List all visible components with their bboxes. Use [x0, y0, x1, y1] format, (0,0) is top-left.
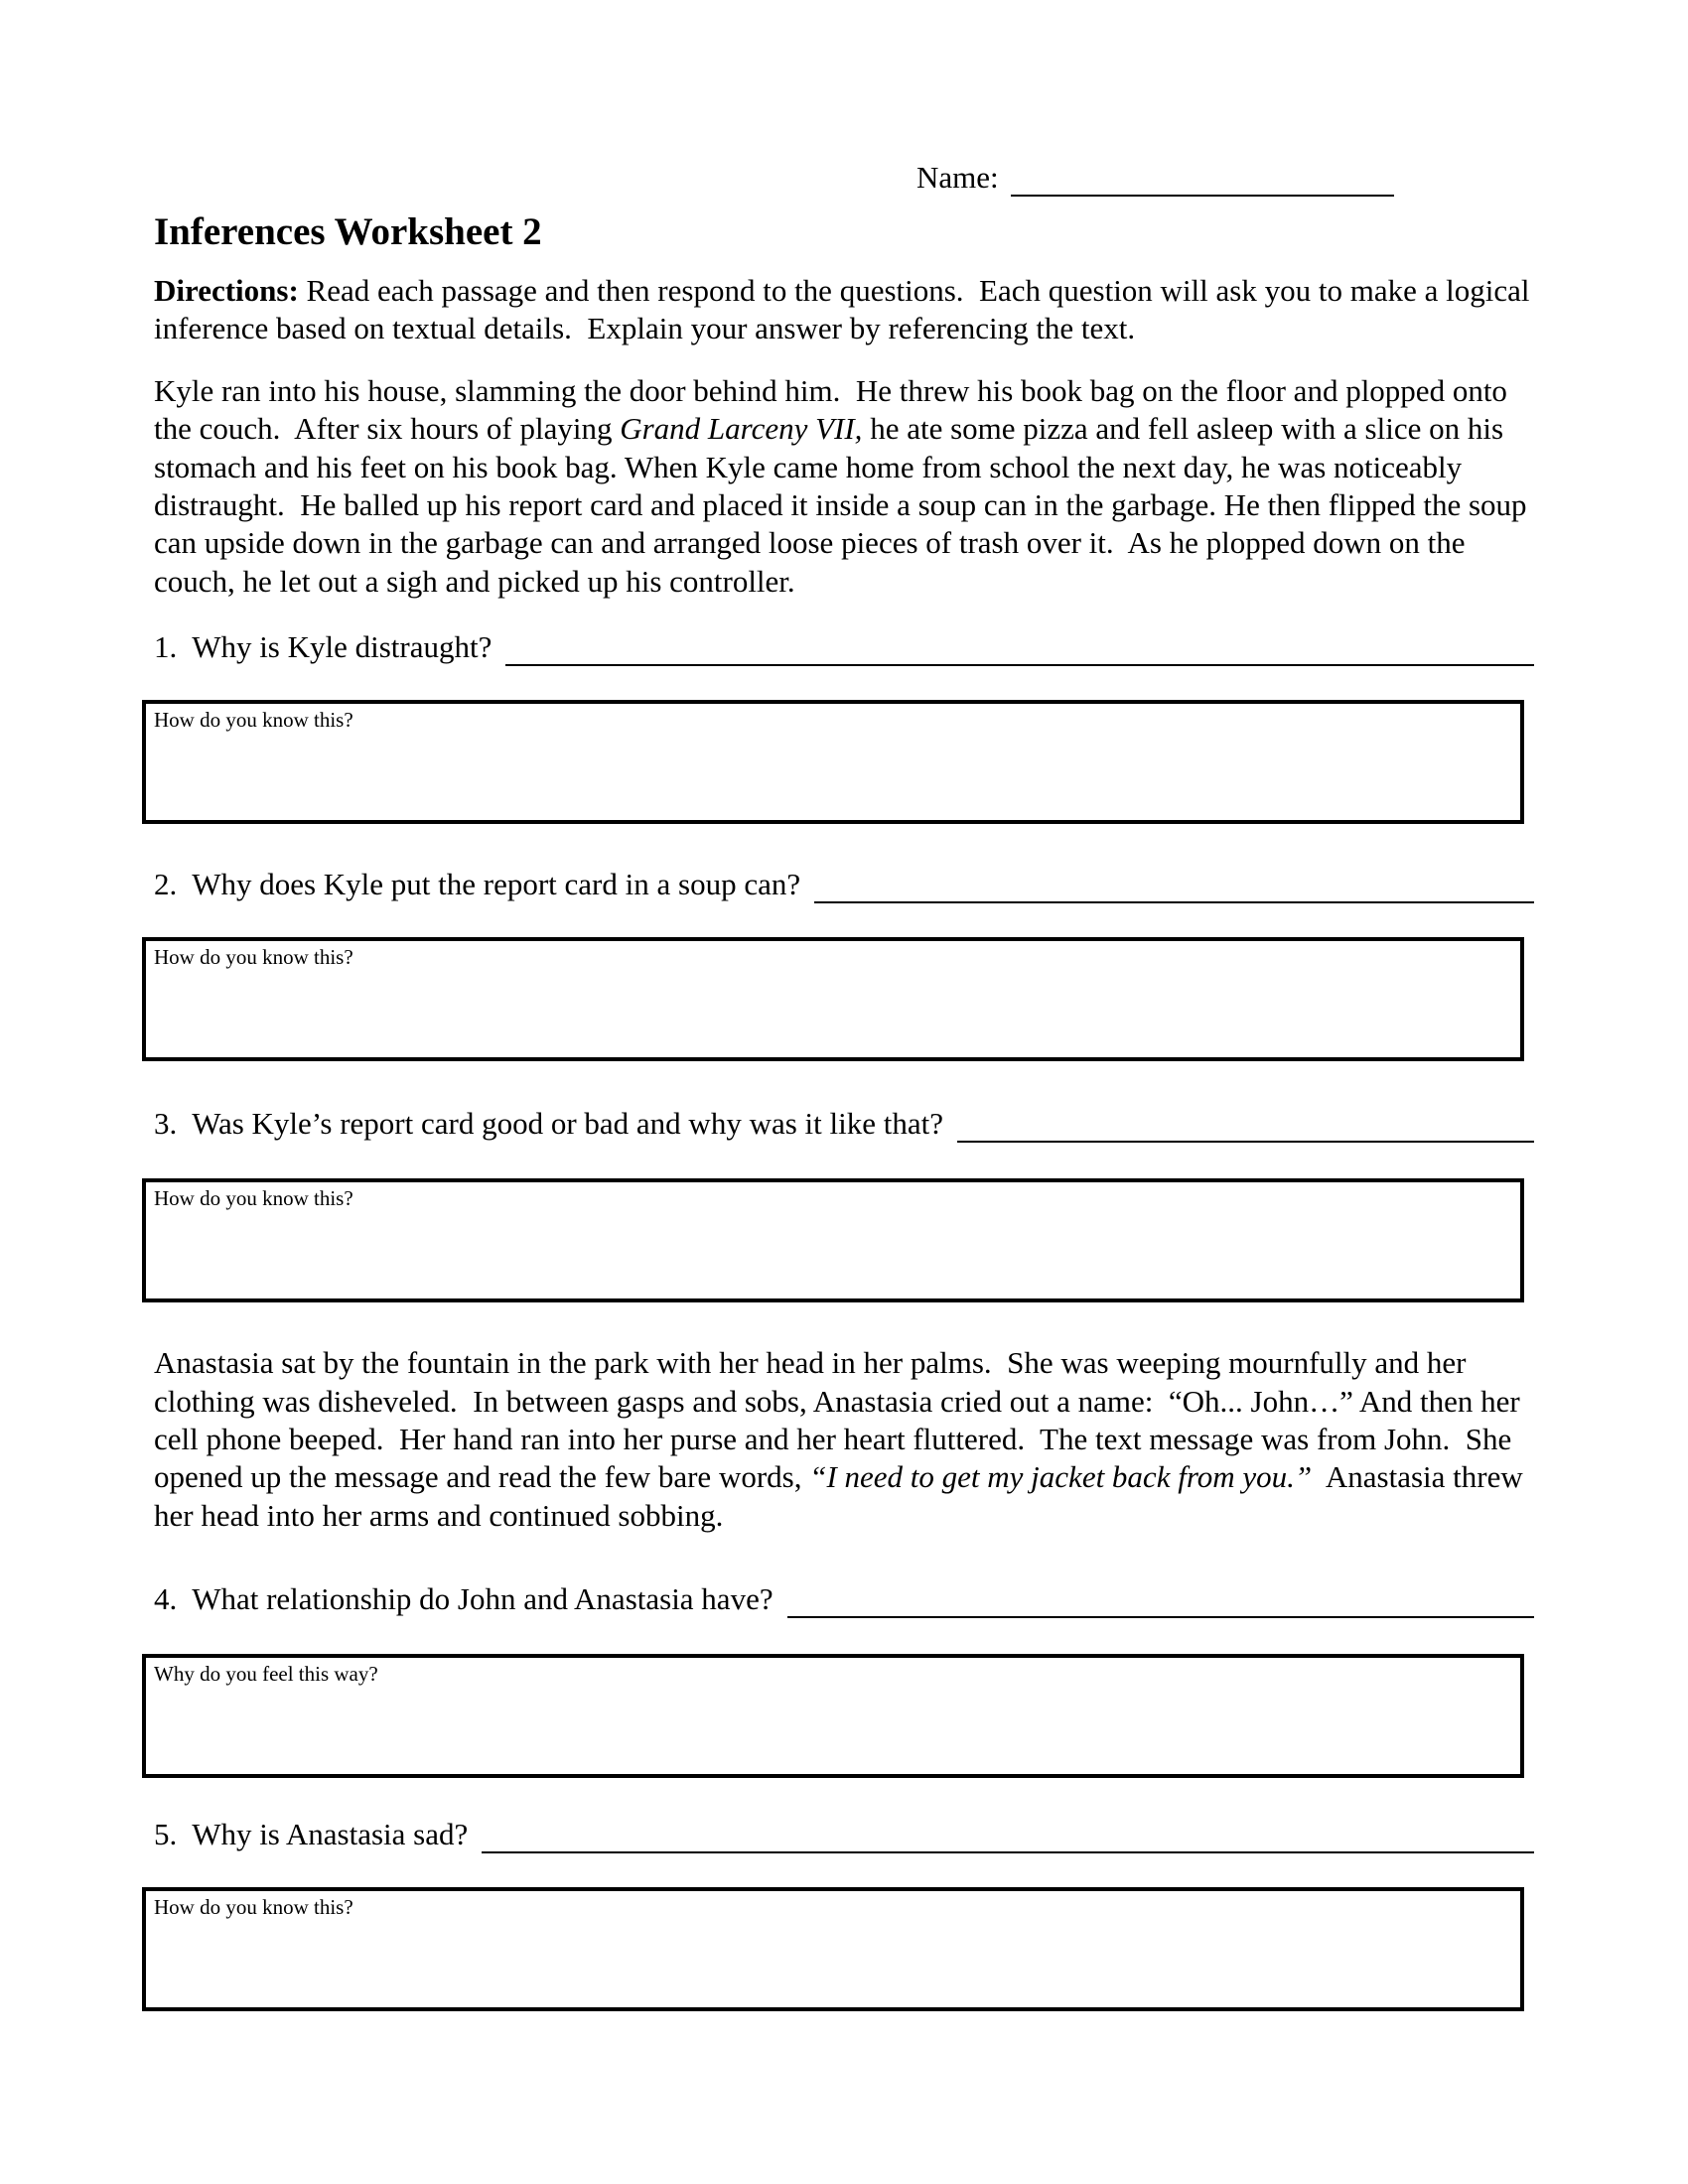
passage-2: [154, 1344, 1534, 1535]
question-3: [154, 1105, 1534, 1143]
question-3-box-label: How do you know this?: [154, 1186, 353, 1211]
question-2-box-label: How do you know this?: [154, 945, 353, 970]
name-row: [916, 155, 1534, 197]
question-4-answer-blank[interactable]: [787, 1580, 1534, 1618]
question-1: [154, 628, 1534, 666]
passage-2-italic-quote: “I need to get my jacket back from you.”: [809, 1459, 1313, 1495]
passage-1-text-start: Kyle ran into his house, slamming the door behind him. He threw his book bag on the floor and plopped onto the couch. After six hours of playing: [154, 372, 1515, 447]
directions-label: Directions:: [154, 273, 299, 308]
question-4-answer-box[interactable]: [142, 1654, 1524, 1778]
name-blank[interactable]: [1011, 159, 1394, 197]
question-5-answer-blank[interactable]: [482, 1816, 1534, 1853]
question-4-text: 4. What relationship do John and Anastasia have?: [154, 1581, 774, 1617]
question-5-text: 5. Why is Anastasia sad?: [154, 1817, 469, 1852]
question-5-box-label: How do you know this?: [154, 1895, 353, 1920]
question-4: [154, 1580, 1534, 1618]
passage-1-italic-title: Grand Larceny VII,: [620, 411, 863, 447]
question-2: [154, 866, 1534, 903]
passage-1: [154, 372, 1534, 601]
passage-2-text-start: Anastasia sat by the fountain in the park with her head in her palms. She was weeping mournfully and her clothing was disheveled. In between gasps and sobs, Anastasia cried out a name: “Oh... John…” And then her cell phone beeped. Her hand ran into her purse and her heart fluttered. The text message was from John. She opened up the message and read the few bare words,: [154, 1345, 1528, 1495]
question-2-text: 2. Why does Kyle put the report card in a soup can?: [154, 867, 801, 902]
question-1-answer-box[interactable]: [142, 700, 1524, 824]
question-2-answer-box[interactable]: [142, 937, 1524, 1061]
question-3-answer-blank[interactable]: [957, 1105, 1534, 1143]
question-4-box-label: Why do you feel this way?: [154, 1662, 378, 1687]
passage-2-text-end: Anastasia threw her head into her arms and continued sobbing.: [154, 1459, 1531, 1533]
question-1-answer-blank[interactable]: [505, 628, 1534, 666]
question-3-answer-box[interactable]: [142, 1178, 1524, 1302]
name-label: Name:: [916, 160, 999, 195]
directions-text: Read each passage and then respond to the questions. Each question will ask you to make a logical inference based on textual details. Explain your answer by referencing the text.: [154, 273, 1538, 346]
passage-1-text-end: he ate some pizza and fell asleep with a slice on his stomach and his feet on his book bag. When Kyle came home from school the next day, he was noticeably distraught. He balled up his report card and placed it inside a soup can in the garbage. He then flipped the soup can upside down in the garbage can and arranged loose pieces of trash over it. As he plopped down on the couch, he let out a sigh and picked up his controller.: [154, 411, 1535, 599]
question-5: [154, 1816, 1534, 1853]
question-5-answer-box[interactable]: [142, 1887, 1524, 2011]
page-title: Inferences Worksheet 2: [154, 210, 542, 253]
question-1-text: 1. Why is Kyle distraught?: [154, 629, 492, 665]
question-2-answer-blank[interactable]: [814, 866, 1534, 903]
question-1-box-label: How do you know this?: [154, 708, 353, 733]
question-3-text: 3. Was Kyle’s report card good or bad and why was it like that?: [154, 1106, 943, 1142]
directions: [154, 272, 1538, 348]
